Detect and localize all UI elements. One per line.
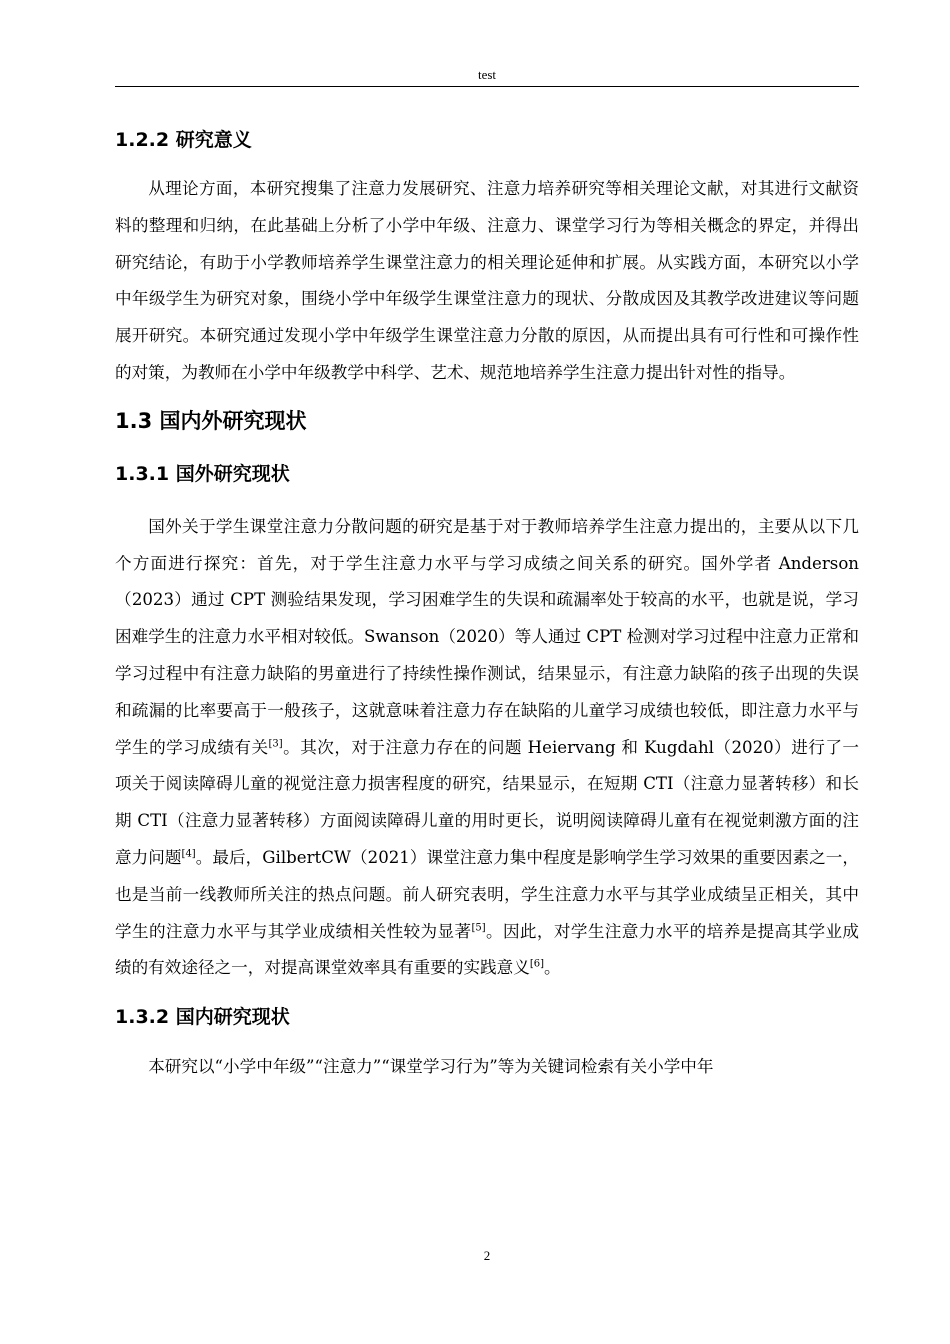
page-header: test [477, 67, 497, 82]
heading-1-3: 1.3 国内外研究现状 [115, 408, 307, 433]
citation-6: [6] [529, 958, 545, 970]
citation-4: [4] [181, 848, 196, 860]
document-body [115, 118, 859, 1086]
paragraph-research-significance: 从理论方面，本研究搜集了注意力发展研究、注意力培养研究等相关理论文献，对其进行文献资料的整理和归纳，在此基础上分析了小学中年级、注意力、课堂学习行为等相关概念的界定，并得出研究结论，有助于小学教师培养学生课堂注意力的相关理论延伸和扩展。从实践方面，本研究以小学中年级学生为研究对象，围绕小学中年级学生课堂注意力的现状、分散成因及其教学改进建议等问题展开研究。本研究通过发现小学中年级学生课堂注意力分散的原因，从而提出具有可行性和可操作性的对策，为教师在小学中年级教学中科学、艺术、规范地培养学生注意力提出针对性的指导。 [115, 179, 859, 382]
paragraph-segment: 。因此，对学生注意力水平的培养是提高其学业成绩的有效途径之一，对提高课堂效率具有重要的实践意义 [115, 921, 860, 978]
paragraph-segment: 。 [544, 958, 561, 978]
header-rule [115, 86, 859, 87]
paragraph-segment: 。最后，GilbertCW（2021）课堂注意力集中程度是影响学生学习效果的重要因素之一，也是当前一线教师所关注的热点问题。前人研究表明，学生注意力水平与其学业成绩呈正相关，其中学生的注意力水平与其学业成绩相关性较为显著 [115, 847, 859, 941]
heading-1-2-2: 1.2.2 研究意义 [115, 129, 252, 151]
paragraph-segment: 。其次，对于注意力存在的问题 Heiervang 和 Kugdahl（2020）进行了一项关于阅读障碍儿童的视觉注意力损害程度的研究，结果显示，在短期 CTI（注意力显著转移）和长期 CTI（注意力显著转移）方面阅读障碍儿童的用时更长，说明阅读障碍儿童有在视觉刺激方面的注意力问题 [115, 737, 860, 867]
citation-5: [5] [471, 922, 486, 934]
heading-1-3-2: 1.3.2 国内研究现状 [115, 1006, 290, 1029]
paragraph-domestic-research: 本研究以“小学中年级”“注意力”“课堂学习行为”等为关键词检索有关小学中年 [148, 1057, 714, 1077]
paragraph-foreign-research [115, 509, 859, 987]
citation-3: [3] [268, 738, 283, 750]
paragraph-segment: 国外关于学生课堂注意力分散问题的研究是基于对于教师培养学生注意力提出的，主要从以下几个方面进行探究：首先，对于学生注意力水平与学习成绩之间关系的研究。国外学者 Anderson（2023）通过 CPT 测验结果发现，学习困难学生的失误和疏漏率处于较高的水平，也就是说，学习困难学生的注意力水平相对较低。Swanson（2020）等人通过 CPT 检测对学习过程中注意力正常和学习过程中有注意力缺陷的男童进行了持续性操作测试，结果显示，有注意力缺陷的孩子出现的失误和疏漏的比率要高于一般孩子，这就意味着注意力存在缺陷的儿童学习成绩也较低，即注意力水平与学生的学习成绩有关 [115, 516, 859, 757]
page-number: 2 [483, 1248, 491, 1263]
heading-1-3-1: 1.3.1 国外研究现状 [115, 462, 290, 485]
